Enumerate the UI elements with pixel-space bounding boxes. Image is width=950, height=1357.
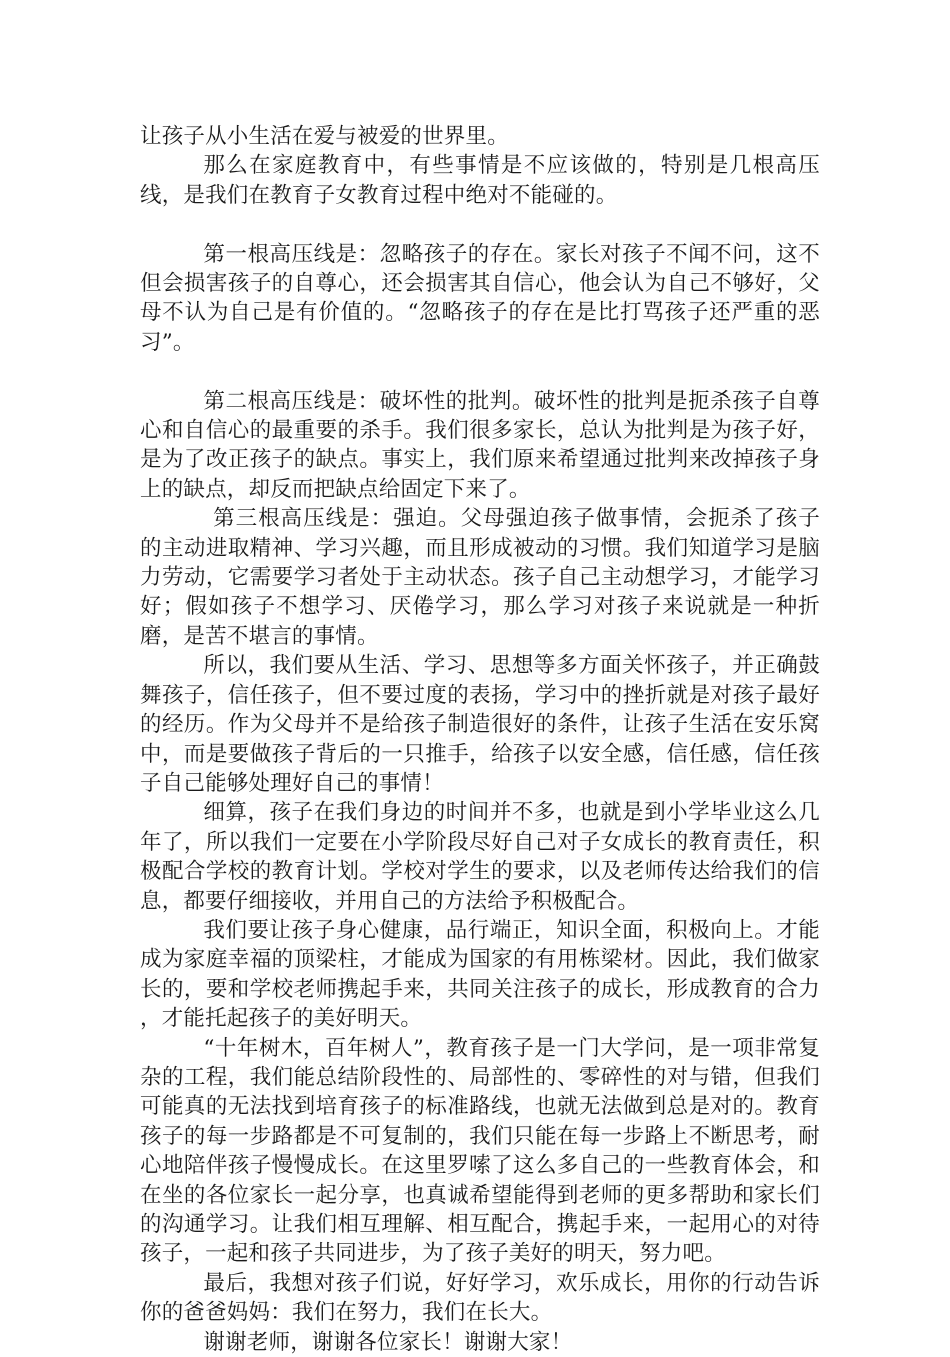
paragraph-continuation: 让孩子从小生活在爱与被爱的世界里。	[140, 124, 509, 149]
paragraph-intro: 那么在家庭教育中，有些事情是不应该做的，特别是几根高压线，是我们在教育子女教育过程中绝对不能碰的。	[140, 153, 820, 208]
paragraph-time: 细算，孩子在我们身边的时间并不多，也就是到小学毕业这么几年了，所以我们一定要在小学阶段尽好自己对子女成长的教育责任，积极配合学校的教育计划。学校对学生的要求，以及老师传达给我们的信息，都要仔细接收，并用自己的方法给予积极配合。	[140, 800, 820, 914]
paragraph-care: 所以，我们要从生活、学习、思想等多方面关怀孩子，并正确鼓舞孩子，信任孩子，但不要过度的表扬，学习中的挫折就是对孩子最好的经历。作为父母并不是给孩子制造很好的条件，让孩子生活在安乐窝中，而是要做孩子背后的一只推手，给孩子以安全感，信任感，信任孩子自己能够处理好自己的事情！	[140, 653, 820, 796]
paragraph-second-line: 第二根高压线是：破坏性的批判。破坏性的批判是扼杀孩子自尊心和自信心的最重要的杀手。我们很多家长，总认为批判是为孩子好，是为了改正孩子的缺点。事实上，我们原来希望通过批判来改掉孩子身上的缺点，却反而把缺点给固定下来了。	[140, 388, 820, 502]
paragraph-education: “十年树木，百年树人”，教育孩子是一门大学问，是一项非常复杂的工程，我们能总结阶段性的、局部性的、零碎性的对与错，但我们可能真的无法找到培育孩子的标准路线，也就无法做到总是对的。教育孩子的每一步路都是不可复制的，我们只能在每一步路上不断思考，耐心地陪伴孩子慢慢成长。在这里罗嗦了这么多自己的一些教育体会，和在坐的各位家长一起分享，也真诚希望能得到老师的更多帮助和家长们的沟通学习。让我们相互理解、相互配合，携起手来，一起用心的对待孩子，一起和孩子共同进步，为了孩子美好的明天，努力吧。	[140, 1035, 820, 1267]
paragraph-health: 我们要让孩子身心健康，品行端正，知识全面，积极向上。才能成为家庭幸福的顶梁柱，才能成为国家的有用栋梁材。因此，我们做家长的，要和学校老师携起手来，共同关注孩子的成长，形成教育的合力 ，才能托起孩子的美好明天。	[140, 917, 820, 1032]
paragraph-closing: 最后，我想对孩子们说，好好学习，欢乐成长，用你的行动告诉你的爸爸妈妈：我们在努力，我们在长大。	[140, 1270, 820, 1326]
paragraph-thanks: 谢谢老师，谢谢各位家长！谢谢大家！	[203, 1329, 573, 1355]
paragraph-first-line: 第一根高压线是：忽略孩子的存在。家长对孩子不闻不问，这不但会损害孩子的自尊心，还会损害其自信心，他会认为自己不够好，父母不认为自己是有价值的。“忽略孩子的存在是比打骂孩子还严重的恶习”。	[140, 241, 820, 355]
body-text	[140, 122, 820, 1357]
paragraph-third-line: 第三根高压线是：强迫。父母强迫孩子做事情，会扼杀了孩子的主动进取精神、学习兴趣，而且形成被动的习惯。我们知道学习是脑力劳动，它需要学习者处于主动状态。孩子自己主动想学习，才能学习好；假如孩子不想学习、厌倦学习，那么学习对孩子来说就是一种折磨，是苦不堪言的事情。	[140, 506, 820, 649]
